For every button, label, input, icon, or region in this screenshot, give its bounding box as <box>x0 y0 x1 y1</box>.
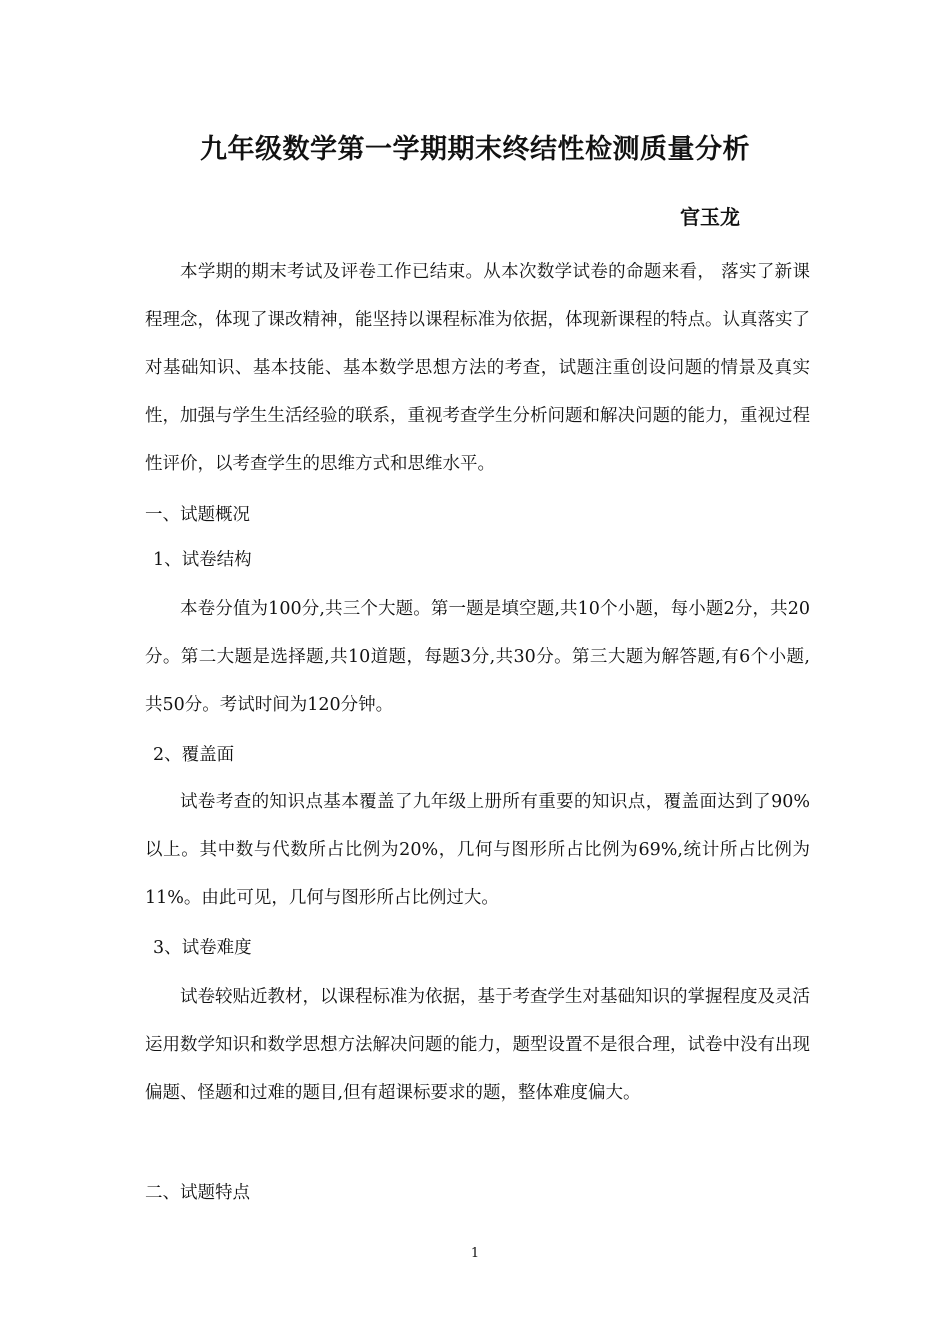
section-1-2-paragraph: 试卷考查的知识点基本覆盖了九年级上册所有重要的知识点，覆盖面达到了90%以上。其中数与代数所占比例为20%，几何与图形所占比例为69%,统计所占比例为11%。由此可见，几何与图形所占比例过大。 <box>145 792 810 908</box>
page-number: 1 <box>470 1246 480 1261</box>
section-2-heading: 二、试题特点 <box>145 1183 250 1203</box>
section-1-3-heading: 3、试卷难度 <box>153 938 252 958</box>
section-1-3-paragraph: 试卷较贴近教材，以课程标准为依据，基于考查学生对基础知识的掌握程度及灵活运用数学知识和数学思想方法解决问题的能力，题型设置不是很合理，试卷中没有出现偏题、怪题和过难的题目,但有超课标要求的题，整体难度偏大。 <box>145 987 810 1103</box>
intro-paragraph: 本学期的期末考试及评卷工作已结束。从本次数学试卷的命题来看， 落实了新课程理念，体现了课改精神，能坚持以课程标准为依据，体现新课程的特点。认真落实了对基础知识、基本技能、基本数学思想方法的考查，试题注重创设问题的情景及真实性，加强与学生生活经验的联系，重视考查学生分析问题和解决问题的能力，重视过程性评价，以考查学生的思维方式和思维水平。 <box>145 262 810 474</box>
author-name: 官玉龙 <box>680 205 740 229</box>
section-1-heading: 一、试题概况 <box>145 505 250 525</box>
section-1-2-heading: 2、覆盖面 <box>153 745 235 765</box>
document-title: 九年级数学第一学期期末终结性检测质量分析 <box>200 134 750 165</box>
section-1-1-paragraph: 本卷分值为100分,共三个大题。第一题是填空题,共10个小题，每小题2分，共20分。第二大题是选择题,共10道题，每题3分,共30分。第三大题为解答题,有6个小题,共50分。考试时间为120分钟。 <box>145 599 810 715</box>
section-1-1-heading: 1、试卷结构 <box>153 550 252 570</box>
